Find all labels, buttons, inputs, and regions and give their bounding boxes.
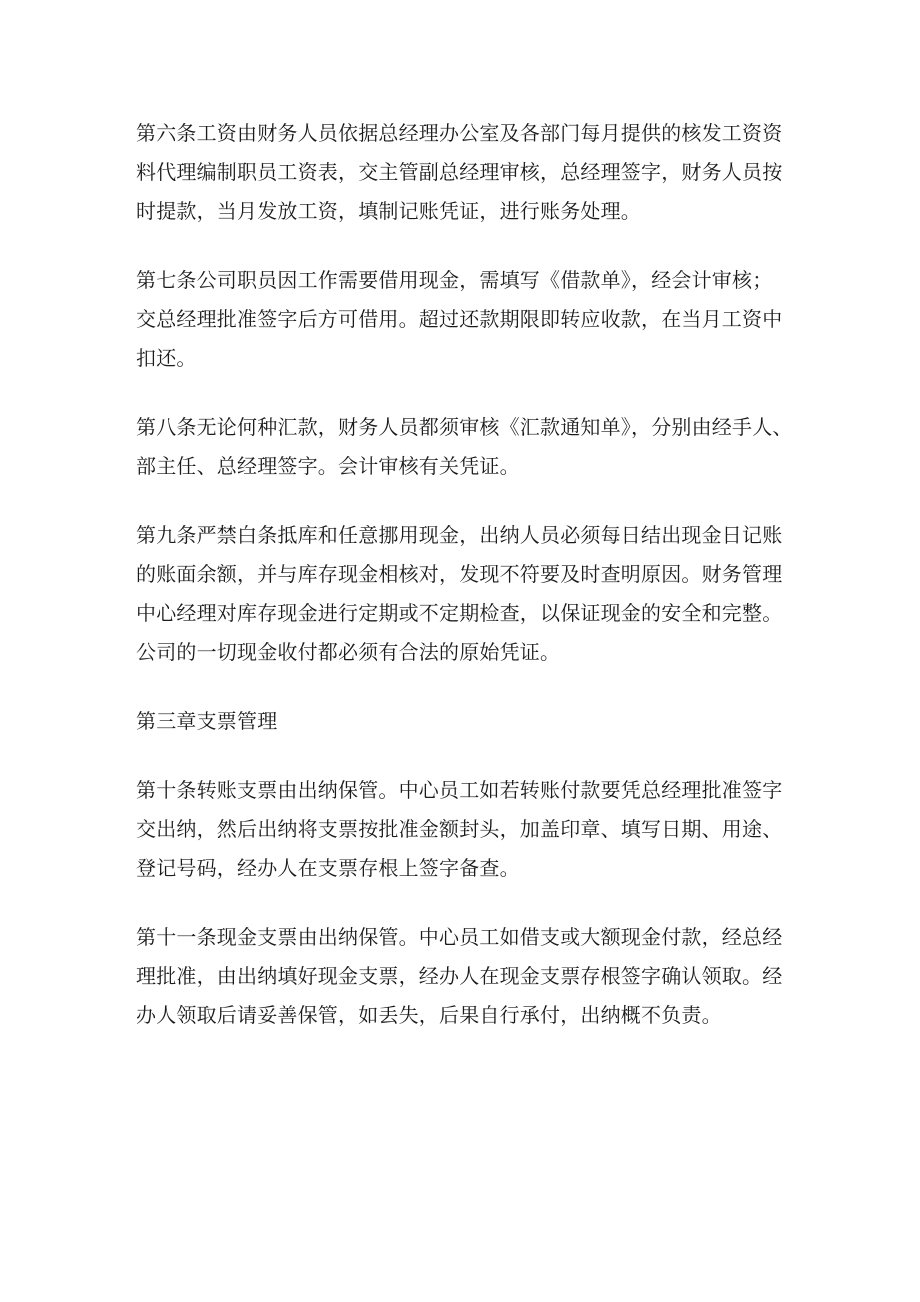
article-11-paragraph [136,918,796,1035]
article-7-paragraph [136,261,796,378]
text-line: 交总经理批准签字后方可借用。超过还款期限即转应收款，在当月工资中 [136,307,783,331]
text-line: 理批准，由出纳填好现金支票，经办人在现金支票存根签字确认领取。经 [136,964,783,988]
document-body [136,114,796,1065]
chapter-3-heading [136,702,796,741]
article-6-paragraph [136,114,796,231]
text-line: 办人领取后请妥善保管，如丢失，后果自行承付，出纳概不负责。 [136,1003,722,1027]
text-line: 登记号码，经办人在支票存根上签字备查。 [136,856,520,880]
text-line: 公司的一切现金收付都必须有合法的原始凭证。 [136,640,561,664]
text-line: 的账面余额，并与库存现金相核对，发现不符要及时查明原因。财务管理 [136,562,783,586]
text-line: 第八条无论何种汇款，财务人员都须审核《汇款通知单》，分别由经手人、 [136,415,793,439]
text-line: 中心经理对库存现金进行定期或不定期检查，以保证现金的安全和完整。 [136,601,783,625]
article-9-paragraph [136,516,796,672]
text-line: 部主任、总经理签字。会计审核有关凭证。 [136,454,520,478]
text-line: 料代理编制职员工资表，交主管副总经理审核，总经理签字，财务人员按 [136,160,783,184]
text-line: 时提款，当月发放工资，填制记账凭证，进行账务处理。 [136,199,641,223]
text-line: 第九条严禁白条抵库和任意挪用现金，出纳人员必须每日结出现金日记账 [136,523,783,547]
article-10-paragraph [136,771,796,888]
text-line: 扣还。 [136,346,197,370]
chapter-title: 第三章支票管理 [136,709,278,733]
article-8-paragraph [136,408,796,486]
text-line: 第七条公司职员因工作需要借用现金，需填写《借款单》，经会计审核； [136,268,773,292]
text-line: 交出纳，然后出纳将支票按批准金额封头，加盖印章、填写日期、用途、 [136,817,783,841]
text-line: 第十一条现金支票由出纳保管。中心员工如借支或大额现金付款，经总经 [136,925,783,949]
text-line: 第六条工资由财务人员依据总经理办公室及各部门每月提供的核发工资资 [136,121,783,145]
text-line: 第十条转账支票由出纳保管。中心员工如若转账付款要凭总经理批准签字 [136,778,783,802]
